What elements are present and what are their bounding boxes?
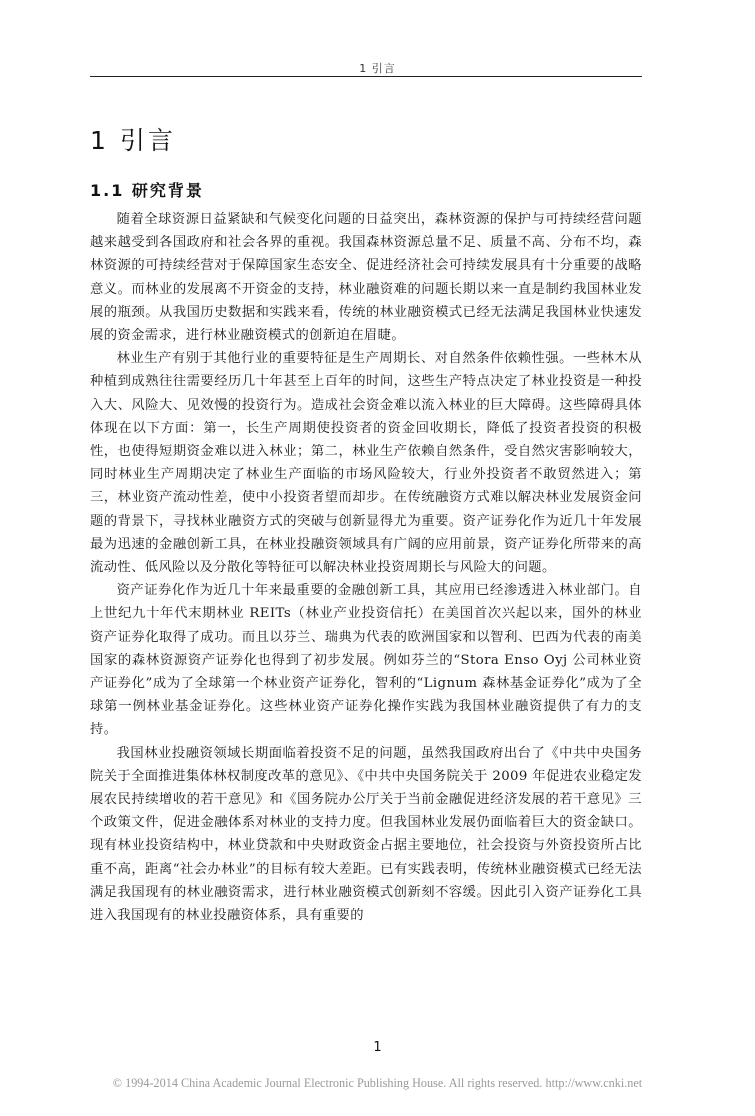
paragraph: 资产证券化作为近几十年来最重要的金融创新工具，其应用已经渗透进入林业部门。自上世纪九十年代末期林业 REITs（林业产业投资信托）在美国首次兴起以来，国外的林业资产证券化取得了成功。而且以芬兰、瑞典为代表的欧洲国家和以智利、巴西为代表的南美国家的森林资源资产证券化也得到了初步发展。例如芬兰的“Stora Enso Oyj 公司林业资产证券化”成为了全球第一个林业资产证券化，智利的“Lignum 森林基金证券化”成为了全球第一例林业基金证券化。这些林业资产证券化操作实践为我国林业融资提供了有力的支持。 (90, 583, 642, 738)
running-head: 1 引言 (359, 62, 396, 75)
body-text (90, 208, 642, 927)
paragraph: 我国林业投融资领域长期面临着投资不足的问题，虽然我国政府出台了《中共中央国务院关于全面推进集体林权制度改革的意见》、《中共中央国务院关于 2009 年促进农业稳定发展农民持续增收的若干意见》和《国务院办公厅关于当前金融促进经济发展的若干意见》三个政策文件，促进金融体系对林业的支持力度。但我国林业发展仍面临着巨大的资金缺口。现有林业投资结构中，林业贷款和中央财政资金占据主要地位，社会投资与外资投资所占比重不高，距离“社会办林业”的目标有较大差距。已有实践表明，传统林业融资模式已经无法满足我国现有的林业融资需求，进行林业融资模式创新刻不容缓。因此引入资产证券化工具进入我国现有的林业投融资体系，具有重要的 (90, 745, 642, 924)
paragraph: 林业生产有别于其他行业的重要特征是生产周期长、对自然条件依赖性强。一些林木从种植到成熟往往需要经历几十年甚至上百年的时间，这些生产特点决定了林业投资是一种投入大、风险大、见效慢的投资行为。造成社会资金难以流入林业的巨大障碍。这些障碍具体体现在以下方面：第一，长生产周期使投资者的资金回收期长，降低了投资者投资的积极性，也使得短期资金难以进入林业；第二，林业生产依赖自然条件，受自然灾害影响较大，同时林业生产周期决定了林业生产面临的市场风险较大，行业外投资者不敢贸然进入；第三，林业资产流动性差，使中小投资者望而却步。在传统融资方式难以解决林业发展资金问题的背景下，寻找林业融资方式的突破与创新显得尤为重要。资产证券化作为近几十年发展最为迅速的金融创新工具，在林业投融资领域具有广阔的应用前景，资产证券化所带来的高流动性、低风险以及分散化等特征可以解决林业投资周期长与风险大的问题。 (90, 351, 642, 576)
header-rule (90, 76, 642, 77)
copyright-footer: © 1994-2014 China Academic Journal Electronic Publishing House. All rights reserved. http://www.cnki.net (112, 1076, 643, 1090)
chapter-title: 1 引言 (90, 126, 176, 155)
page-number: 1 (373, 1040, 382, 1055)
paragraph: 随着全球资源日益紧缺和气候变化问题的日益突出，森林资源的保护与可持续经营问题越来越受到各国政府和社会各界的重视。我国森林资源总量不足、质量不高、分布不均，森林资源的可持续经营对于保障国家生态安全、促进经济社会可持续发展具有十分重要的战略意义。而林业的发展离不开资金的支持，林业融资难的问题长期以来一直是制约我国林业发展的瓶颈。从我国历史数据和实践来看，传统的林业融资模式已经无法满足我国林业快速发展的资金需求，进行林业融资模式的创新迫在眉睫。 (90, 212, 642, 344)
section-title: 1.1 研究背景 (90, 181, 204, 200)
